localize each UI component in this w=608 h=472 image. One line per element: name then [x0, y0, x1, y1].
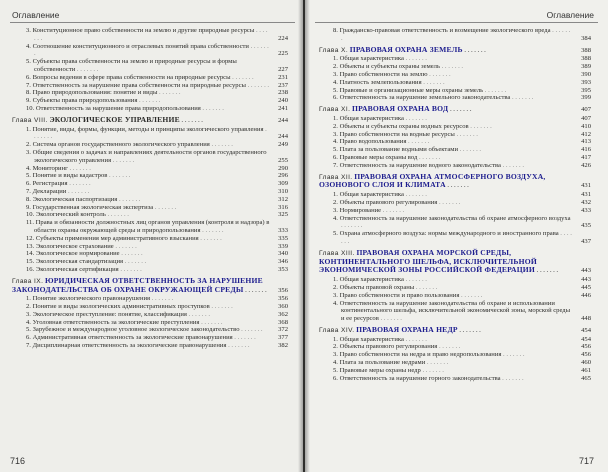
entry-title: 15. Экологическая стандартизация — [26, 258, 124, 266]
entry-title: 2. Система органов государственного экологического управления — [26, 141, 210, 149]
entry-page-number: 454 — [581, 335, 591, 343]
leader-dots: . . . . . . . — [341, 222, 363, 230]
entry-title: 6. Вопросы ведения в сфере права собственности на природные ресурсы — [26, 73, 231, 81]
toc-list — [12, 27, 288, 350]
toc-entry — [12, 126, 288, 142]
entry-page-number: 384 — [581, 34, 591, 42]
entry-page-number: 407 — [581, 106, 591, 114]
leader-dots: . . . . . . . — [179, 116, 203, 124]
chapter-title: ПРАВОВАЯ ОХРАНА МОРСКОЙ СРЕДЫ, КОНТИНЕНТАЛЬНОГО ШЕЛЬФА, ИСКЛЮЧИТЕЛЬНОЙ ЭКОНОМИЧЕСКОЙ ЗОНЫ РОССИЙСКОЙ ФЕДЕРАЦИИ — [319, 247, 537, 275]
leader-dots: . . . . . . . — [113, 242, 137, 250]
toc-entry — [319, 138, 591, 146]
entry-page-number: 456 — [581, 351, 591, 359]
leader-dots: . . . . . . . — [200, 226, 224, 234]
chapter-label: Глава XIII. — [319, 249, 355, 257]
entry-page-number: 395 — [581, 86, 591, 94]
entry-title: 1. Понятие экологического правонарушения — [26, 295, 151, 303]
entry-page-number: 244 — [278, 133, 288, 141]
book-gutter — [298, 0, 310, 472]
chapter-label: Глава XIV. — [319, 326, 355, 334]
leader-dots: . . . . . . . — [105, 211, 129, 219]
entry-page-number: 393 — [581, 78, 591, 86]
leader-dots: . . . . . . . — [200, 104, 224, 112]
entry-title: 8. Экологическая паспортизация — [26, 195, 118, 203]
chapter-title: ПРАВОВАЯ ОХРАНА ЗЕМЕЛЬ — [349, 44, 463, 54]
toc-entry — [12, 243, 288, 251]
entry-page-number: 435 — [581, 222, 591, 230]
entry-title: 7. Ответственность за нарушение права собственности на природные ресурсы — [26, 81, 246, 89]
entry-page-number: 296 — [278, 172, 288, 180]
entry-title: 5. Плата за пользование водными объектами — [333, 146, 458, 154]
entry-page-number: 368 — [278, 318, 288, 326]
entry-title: 9. Государственная экологическая экспертиза — [26, 203, 154, 211]
toc-entry — [319, 123, 591, 131]
leader-dots: . . . . . . . — [406, 138, 430, 146]
leader-dots: . . . . . . . — [243, 286, 267, 294]
toc-chapter-heading — [319, 326, 591, 335]
leader-dots: . . . . . . . — [123, 258, 147, 266]
entry-title: 4. Ответственность за нарушение законодательства об охране атмосферного воздуха — [333, 214, 571, 222]
leader-dots: . . . . . . . — [118, 265, 142, 273]
toc-entry — [12, 27, 288, 43]
entry-page-number: 310 — [278, 187, 288, 195]
toc-entry — [12, 149, 288, 165]
toc-chapter-heading — [319, 249, 591, 275]
entry-page-number: 309 — [278, 180, 288, 188]
entry-page-number: 416 — [581, 146, 591, 154]
entry-title: 5. Правовые меры охраны недр — [333, 366, 421, 374]
toc-entry — [319, 276, 591, 284]
entry-title: 1. Общая характеристика — [333, 191, 404, 199]
entry-page-number: 388 — [581, 46, 591, 54]
leader-dots: . . . . . . . — [107, 172, 131, 180]
toc-entry — [12, 141, 288, 149]
leader-dots: . . . . . . . — [232, 334, 256, 342]
entry-title: 3. Право собственности на недра и право недропользования — [333, 351, 502, 359]
entry-page-number: 325 — [278, 211, 288, 219]
toc-entry — [319, 300, 591, 323]
chapter-title: ПРАВОВАЯ ОХРАНА АТМОСФЕРНОГО ВОЗДУХА, ОЗОНОВОГО СЛОЯ И КЛИМАТА — [319, 171, 546, 190]
toc-entry — [12, 295, 288, 303]
entry-page-number: 448 — [581, 315, 591, 323]
entry-page-number: 382 — [278, 342, 288, 350]
entry-title: 4. Ответственность за нарушение законодательства об охране и использовании континентального шельфа, исключительной экономической зоны, морской среды и ее ресурсов — [333, 299, 571, 323]
toc-entry — [319, 79, 591, 87]
entry-page-number: 417 — [581, 153, 591, 161]
toc-entry — [319, 359, 591, 367]
entry-page-number: 390 — [581, 70, 591, 78]
entry-page-number: 388 — [581, 55, 591, 63]
leader-dots: . . . . . . . — [403, 335, 427, 343]
entry-title: 3. Общие сведения о задачах и направлениях деятельности органов государственного экологического управления — [26, 148, 267, 164]
leader-dots: . . . . . . . — [425, 359, 449, 367]
running-head: Оглавление — [546, 10, 594, 20]
entry-page-number: 412 — [581, 130, 591, 138]
leader-dots: . . . . . . . — [226, 342, 250, 350]
toc-entry — [12, 58, 288, 74]
leader-dots: . . . . . . . — [75, 65, 99, 73]
entry-title: 1. Общая характеристика — [333, 335, 404, 343]
entry-title: 16. Экологическая сертификация — [26, 265, 119, 273]
leader-dots: . . . . . . . — [445, 182, 469, 190]
toc-entry — [12, 97, 288, 105]
leader-dots: . . . . . . . — [153, 203, 177, 211]
leader-dots: . . . . . . . — [535, 267, 559, 275]
entry-page-number: 426 — [581, 161, 591, 169]
toc-chapter-heading — [12, 116, 288, 125]
entry-page-number: 443 — [581, 267, 591, 275]
leader-dots: . . . . . . . — [209, 303, 233, 311]
entry-title: 2. Объекты правового регулирования — [333, 343, 438, 351]
leader-dots: . . . . . . . — [421, 78, 445, 86]
toc-entry — [319, 27, 591, 43]
chapter-title: ПРАВОВАЯ ОХРАНА НЕДР — [356, 324, 458, 334]
leader-dots: . . . . . . . — [111, 156, 135, 164]
entry-title: 1. Общая характеристика — [333, 114, 404, 122]
leader-dots: . . . . . . . — [137, 97, 161, 105]
leader-dots: . . . . . . . — [341, 27, 571, 42]
entry-page-number: 362 — [278, 310, 288, 318]
leader-dots: . . . . . . . — [454, 130, 478, 138]
entry-page-number: 290 — [278, 164, 288, 172]
entry-title: 3. Право собственности и право пользования — [333, 291, 460, 299]
entry-page-number: 465 — [581, 374, 591, 382]
entry-page-number: 333 — [278, 226, 288, 234]
entry-title: 6. Правовые меры охраны вод — [333, 153, 418, 161]
page-number: 716 — [10, 456, 26, 466]
entry-page-number: 241 — [278, 104, 288, 112]
entry-title: 7. Дисциплинарная ответственность за экологические правонарушения — [26, 342, 227, 350]
entry-page-number: 433 — [581, 206, 591, 214]
entry-title: 5. Понятие и виды кадастров — [26, 172, 108, 180]
entry-title: 5. Субъекты права собственности на землю и природные ресурсы и формы собственности — [26, 58, 237, 73]
toc-entry — [12, 334, 288, 342]
entry-page-number: 316 — [278, 203, 288, 211]
entry-page-number: 360 — [278, 303, 288, 311]
leader-dots: . . . . . . . — [157, 89, 181, 97]
leader-dots: . . . . . . . — [117, 195, 141, 203]
entry-title: 7. Ответственность за нарушение водного законодательства — [333, 161, 501, 169]
leader-dots: . . . . . . . — [403, 191, 427, 199]
chapter-title: ЮРИДИЧЕСКАЯ ОТВЕТСТВЕННОСТЬ ЗА НАРУШЕНИЕ ЗАКОНОДАТЕЛЬСТВА ОБ ОХРАНЕ ОКРУЖАЮЩЕЙ СРЕДЫ — [12, 275, 263, 294]
entry-page-number: 432 — [581, 198, 591, 206]
leader-dots: . . . . . . . — [381, 206, 405, 214]
entry-title: 4. Плата за пользование недрами — [333, 359, 426, 367]
toc-entry — [12, 74, 288, 82]
toc-entry — [12, 266, 288, 274]
chapter-title: ПРАВОВАЯ ОХРАНА ВОД — [351, 104, 449, 114]
entry-title: 6. Ответственность за нарушение земельного законодательства — [333, 94, 511, 102]
leader-dots: . . . . . . . — [341, 230, 572, 245]
toc-list — [319, 27, 591, 382]
leader-dots: . . . . . . . — [230, 73, 254, 81]
leader-dots: . . . . . . . — [501, 351, 525, 359]
entry-page-number: 339 — [278, 242, 288, 250]
entry-page-number: 431 — [581, 191, 591, 199]
leader-dots: . . . . . . . — [119, 250, 143, 258]
entry-page-number: 244 — [278, 116, 288, 124]
entry-title: 3. Право собственности на землю — [333, 70, 428, 78]
header-rule — [10, 22, 295, 23]
entry-title: 5. Правовые и организационные меры охраны земель — [333, 86, 484, 94]
entry-title: 2. Понятие и виды экологических административных проступков — [26, 303, 210, 311]
toc-entry — [12, 89, 288, 97]
entry-page-number: 237 — [278, 81, 288, 89]
leader-dots: . . . . . . . — [403, 114, 427, 122]
entry-page-number: 249 — [278, 141, 288, 149]
leader-dots: . . . . . . . — [66, 187, 90, 195]
leader-dots: . . . . . . . — [457, 326, 481, 334]
toc-entry — [319, 162, 591, 170]
leader-dots: . . . . . . . — [239, 326, 263, 334]
entry-page-number: 225 — [278, 50, 288, 58]
entry-title: 2. Объекты и субъекты охраны водных ресурсов — [333, 122, 469, 130]
toc-entry — [319, 94, 591, 102]
toc-entry — [12, 188, 288, 196]
entry-page-number: 340 — [278, 250, 288, 258]
toc-entry — [319, 63, 591, 71]
leader-dots: . . . . . . . — [150, 295, 174, 303]
entry-title: 3. Экологическое преступление: понятие, классификация — [26, 310, 187, 318]
leader-dots: . . . . . . . — [437, 343, 461, 351]
toc-entry — [319, 230, 591, 246]
entry-page-number: 454 — [581, 326, 591, 334]
toc-entry — [12, 172, 288, 180]
toc-entry — [12, 204, 288, 212]
entry-title: 5. Зарубежное и международное уголовное экологическое законодательство — [26, 326, 240, 334]
toc-entry — [319, 55, 591, 63]
right-page — [305, 0, 608, 472]
leader-dots: . . . . . . . — [34, 27, 268, 42]
toc-entry — [319, 154, 591, 162]
toc-entry — [12, 326, 288, 334]
entry-title: 1. Общая характеристика — [333, 276, 404, 284]
entry-page-number: 346 — [278, 258, 288, 266]
leader-dots: . . . . . . . — [198, 234, 222, 242]
entry-page-number: 356 — [278, 295, 288, 303]
chapter-label: Глава X. — [319, 46, 349, 54]
entry-title: 13. Экологическое страхование — [26, 242, 114, 250]
leader-dots: . . . . . . . — [500, 161, 524, 169]
leader-dots: . . . . . . . — [403, 55, 427, 63]
chapter-label: Глава VIII. — [12, 116, 48, 124]
toc-entry — [12, 82, 288, 90]
leader-dots: . . . . . . . — [417, 153, 441, 161]
leader-dots: . . . . . . . — [510, 94, 534, 102]
toc-chapter-heading — [319, 173, 591, 191]
toc-entry — [319, 199, 591, 207]
leader-dots: . . . . . . . — [67, 180, 91, 188]
toc-entry — [12, 258, 288, 266]
toc-entry — [319, 146, 591, 154]
leader-dots: . . . . . . . — [483, 86, 507, 94]
running-head: Оглавление — [12, 10, 60, 20]
toc-entry — [12, 180, 288, 188]
toc-entry — [319, 375, 591, 383]
entry-title: 12. Субъекты применения мер административного взыскания — [26, 234, 199, 242]
chapter-label: Глава IX. — [12, 277, 44, 285]
entry-title: 4. Платность землепользования — [333, 78, 422, 86]
leader-dots: . . . . . . . — [427, 70, 451, 78]
entry-page-number: 353 — [278, 265, 288, 273]
toc-entry — [319, 71, 591, 79]
toc-chapter-heading — [319, 105, 591, 114]
entry-page-number: 399 — [581, 94, 591, 102]
toc-entry — [319, 343, 591, 351]
toc-chapter-heading — [319, 46, 591, 55]
leader-dots: . . . . . . . — [414, 283, 438, 291]
entry-page-number: 238 — [278, 89, 288, 97]
leader-dots: . . . . . . . — [500, 374, 524, 382]
toc-entry — [12, 235, 288, 243]
entry-page-number: 240 — [278, 97, 288, 105]
toc-entry — [319, 191, 591, 199]
toc-entry — [319, 207, 591, 215]
toc-entry — [319, 336, 591, 344]
leader-dots: . . . . . . . — [403, 276, 427, 284]
leader-dots: . . . . . . . — [437, 198, 461, 206]
toc-chapter-heading — [12, 277, 288, 295]
leader-dots: . . . . . . . — [378, 315, 402, 323]
leader-dots: . . . . . . . — [439, 63, 464, 71]
entry-title: 4. Уголовная ответственность за экологические преступления — [26, 318, 200, 326]
leader-dots: . . . . . . . — [448, 106, 472, 114]
entry-page-number: 335 — [278, 234, 288, 242]
entry-title: 10. Ответственность за нарушение права природопользования — [26, 104, 201, 112]
entry-page-number: 431 — [581, 182, 591, 190]
entry-title: 1. Понятие, виды, формы, функции, методы и принципы экологического управления — [26, 125, 264, 133]
entry-page-number: 377 — [278, 334, 288, 342]
entry-page-number: 445 — [581, 283, 591, 291]
entry-title: 9. Субъекты права природопользования — [26, 97, 138, 105]
entry-title: 7. Декларации — [26, 187, 67, 195]
toc-entry — [12, 303, 288, 311]
toc-entry — [319, 292, 591, 300]
leader-dots: . . . . . . . — [209, 141, 233, 149]
entry-title: 6. Ответственность за нарушение горного законодательства — [333, 374, 501, 382]
entry-page-number: 389 — [581, 63, 591, 71]
leader-dots: . . . . . . . — [420, 366, 444, 374]
entry-page-number: 407 — [581, 114, 591, 122]
toc-entry — [319, 215, 591, 231]
leader-dots: . . . . . . . — [457, 146, 482, 154]
chapter-label: Глава XII. — [319, 173, 353, 181]
entry-page-number: 443 — [581, 276, 591, 284]
toc-entry — [12, 211, 288, 219]
header-rule — [315, 22, 598, 23]
entry-title: 5. Охрана атмосферного воздуха: нормы международного и иностранного права — [333, 230, 559, 238]
entry-page-number: 446 — [581, 291, 591, 299]
entry-title: 2. Объекты и субъекты охраны земель — [333, 63, 440, 71]
entry-page-number: 372 — [278, 326, 288, 334]
entry-page-number: 461 — [581, 366, 591, 374]
entry-title: 10. Экологический контроль — [26, 211, 106, 219]
leader-dots: . . . . . . . — [67, 164, 91, 172]
toc-entry — [12, 311, 288, 319]
entry-page-number: 356 — [278, 286, 288, 294]
toc-entry — [319, 115, 591, 123]
toc-entry — [319, 367, 591, 375]
leader-dots: . . . . . . . — [468, 122, 492, 130]
leader-dots: . . . . . . . — [199, 318, 223, 326]
entry-title: 3. Право собственности на водные ресурсы — [333, 130, 455, 138]
toc-entry — [12, 165, 288, 173]
entry-title: 4. Право водопользования — [333, 138, 407, 146]
leader-dots: . . . . . . . — [186, 310, 210, 318]
page-number: 717 — [578, 456, 594, 466]
toc-entry — [12, 219, 288, 235]
entry-title: 6. Административная ответственность за экологические правонарушения — [26, 334, 233, 342]
entry-title: 4. Соотношение конституционного и отраслевых понятий права собственности — [26, 42, 249, 50]
entry-page-number: 410 — [581, 122, 591, 130]
entry-title: 1. Общая характеристика — [333, 55, 404, 63]
toc-entry — [12, 342, 288, 350]
entry-page-number: 224 — [278, 34, 288, 42]
toc-entry — [12, 196, 288, 204]
entry-page-number: 437 — [581, 237, 591, 245]
entry-title: 4. Мониторинг — [26, 164, 68, 172]
leader-dots: . . . . . . . — [245, 81, 270, 89]
entry-title: 3. Конституционное право собственности на землю и другие природные ресурсы — [26, 27, 255, 34]
entry-title: 2. Объекты правовой охраны — [333, 283, 415, 291]
entry-title: 8. Гражданско-правовая ответственность и возмещение экологического вреда — [333, 27, 551, 34]
toc-entry — [319, 87, 591, 95]
toc-entry — [319, 284, 591, 292]
toc-entry — [319, 351, 591, 359]
chapter-label: Глава XI. — [319, 106, 351, 114]
chapter-title: ЭКОЛОГИЧЕСКОЕ УПРАВЛЕНИЕ — [49, 114, 180, 124]
toc-entry — [12, 319, 288, 327]
leader-dots: . . . . . . . — [462, 46, 486, 54]
entry-title: 8. Право природопользования: понятие и виды — [26, 89, 158, 97]
toc-entry — [12, 43, 288, 59]
entry-page-number: 231 — [278, 73, 288, 81]
entry-title: 2. Объекты правового регулирования — [333, 198, 438, 206]
entry-title: 6. Регистрация — [26, 180, 68, 188]
entry-title: 14. Экологическое нормирование — [26, 250, 120, 258]
entry-page-number: 312 — [278, 195, 288, 203]
entry-page-number: 255 — [278, 156, 288, 164]
toc-entry — [319, 131, 591, 139]
toc-entry — [12, 105, 288, 113]
entry-title: 11. Права и обязанности должностных лиц органов управления (контроля и надзора) в области охраны окружающей среды и природопользования — [26, 219, 270, 234]
entry-page-number: 227 — [278, 65, 288, 73]
leader-dots: . . . . . . . — [34, 42, 269, 58]
toc-entry — [12, 250, 288, 258]
entry-title: 3. Нормирование — [333, 206, 382, 214]
leader-dots: . . . . . . . — [34, 125, 267, 141]
entry-page-number: 456 — [581, 343, 591, 351]
left-page — [0, 0, 303, 472]
entry-page-number: 460 — [581, 359, 591, 367]
leader-dots: . . . . . . . — [459, 291, 483, 299]
entry-page-number: 413 — [581, 138, 591, 146]
